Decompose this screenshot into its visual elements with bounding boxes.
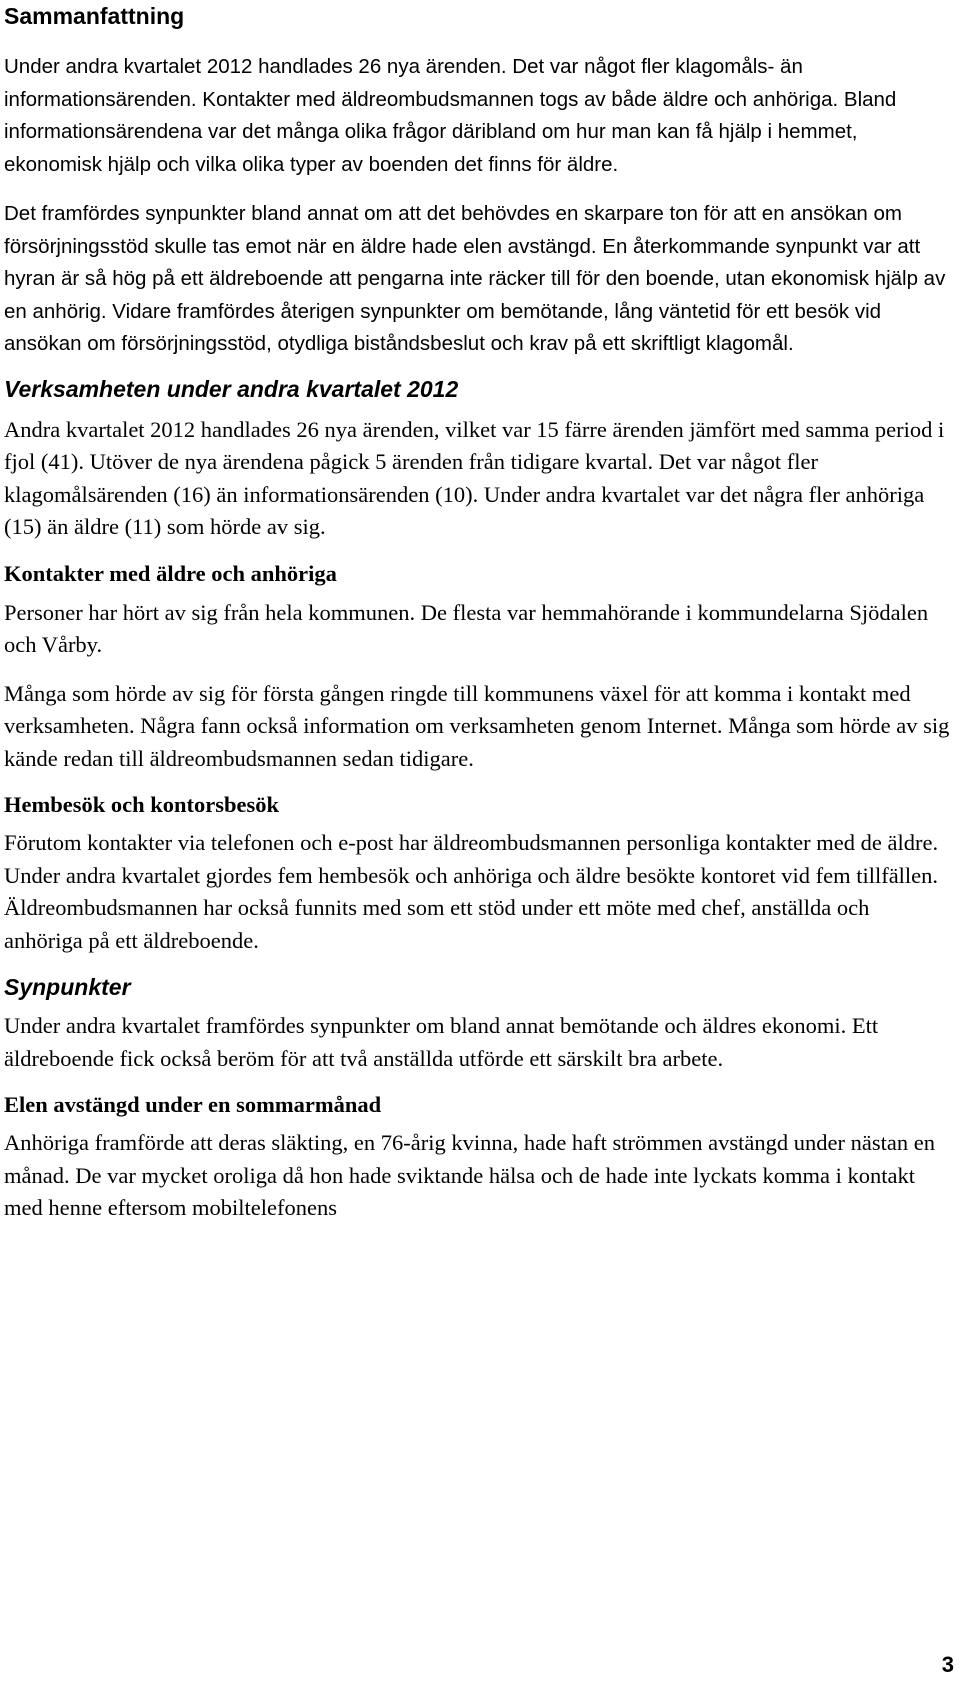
- document-page: [4, 0, 952, 1225]
- summary-heading: Sammanfattning: [4, 3, 185, 29]
- viewpoints-heading: Synpunkter: [4, 974, 131, 1000]
- power-paragraph: Anhöriga framförde att deras släkting, en 76-årig kvinna, hade haft strömmen avstängd under nästan en månad. De var mycket oroliga då hon hade sviktande hälsa och de hade inte lyckats komma i kontakt med henne eftersom mobiltelefonens: [4, 1130, 935, 1220]
- visits-heading: Hembesök och kontorsbesök: [4, 792, 280, 817]
- contacts-heading: Kontakter med äldre och anhöriga: [4, 560, 337, 586]
- visits-paragraph: Förutom kontakter via telefonen och e-post har äldreombudsmannen personliga kontakter med de äldre. Under andra kvartalet gjordes fem hembesök och anhöriga och äldre besökte kontoret vid fem tillfällen. Äldreombudsmannen har också funnits med som ett stöd under ett möte med chef, anställda och anhöriga på ett äldreboende.: [4, 830, 939, 953]
- contacts-paragraph-1: Personer har hört av sig från hela kommunen. De flesta var hemmahörande i kommundelarna Sjödalen och Vårby.: [4, 599, 929, 657]
- activity-heading: Verksamheten under andra kvartalet 2012: [4, 375, 459, 402]
- summary-paragraph-2: Det framfördes synpunkter bland annat om att det behövdes en skarpare ton för att en ansökan om försörjningsstöd skulle tas emot när en äldre hade elen avstängd. En återkommande synpunkt var att hyran är så hög på ett äldreboende att pengarna inte räcker till för den boende, utan ekonomisk hjälp av en anhörig. Vidare framfördes återigen synpunkter om bemötande, lång väntetid för ett besök vid ansökan om försörjningsstöd, otydliga biståndsbeslut och krav på ett skriftligt klagomål.: [4, 202, 946, 355]
- page-number: 3: [941, 1652, 954, 1677]
- power-heading: Elen avstängd under en sommarmånad: [4, 1092, 382, 1117]
- activity-paragraph: Andra kvartalet 2012 handlades 26 nya ärenden, vilket var 15 färre ärenden jämfört med samma period i fjol (41). Utöver de nya ärendena pågick 5 ärenden från tidigare kvartal. Det var något fler klagomålsärenden (16) än informationsärenden (10). Under andra kvartalet var det några fler anhöriga (15) än äldre (11) som hörde av sig.: [4, 416, 945, 539]
- summary-paragraph-1: Under andra kvartalet 2012 handlades 26 nya ärenden. Det var något fler klagomåls- än informationsärenden. Kontakter med äldreombudsmannen togs av både äldre och anhöriga. Bland informationsärendena var det många olika frågor däribland om hur man kan få hjälp i hemmet, ekonomisk hjälp och vilka olika typer av boenden det finns för äldre.: [4, 55, 897, 176]
- viewpoints-paragraph: Under andra kvartalet framfördes synpunkter om bland annat bemötande och äldres ekonomi. Ett äldreboende fick också beröm för att två anställda utförde ett särskilt bra arbete.: [4, 1013, 879, 1071]
- contacts-paragraph-2: Många som hörde av sig för första gången ringde till kommunens växel för att komma i kontakt med verksamheten. Några fann också information om verksamheten genom Internet. Många som hörde av sig kände redan till äldreombudsmannen sedan tidigare.: [4, 680, 950, 771]
